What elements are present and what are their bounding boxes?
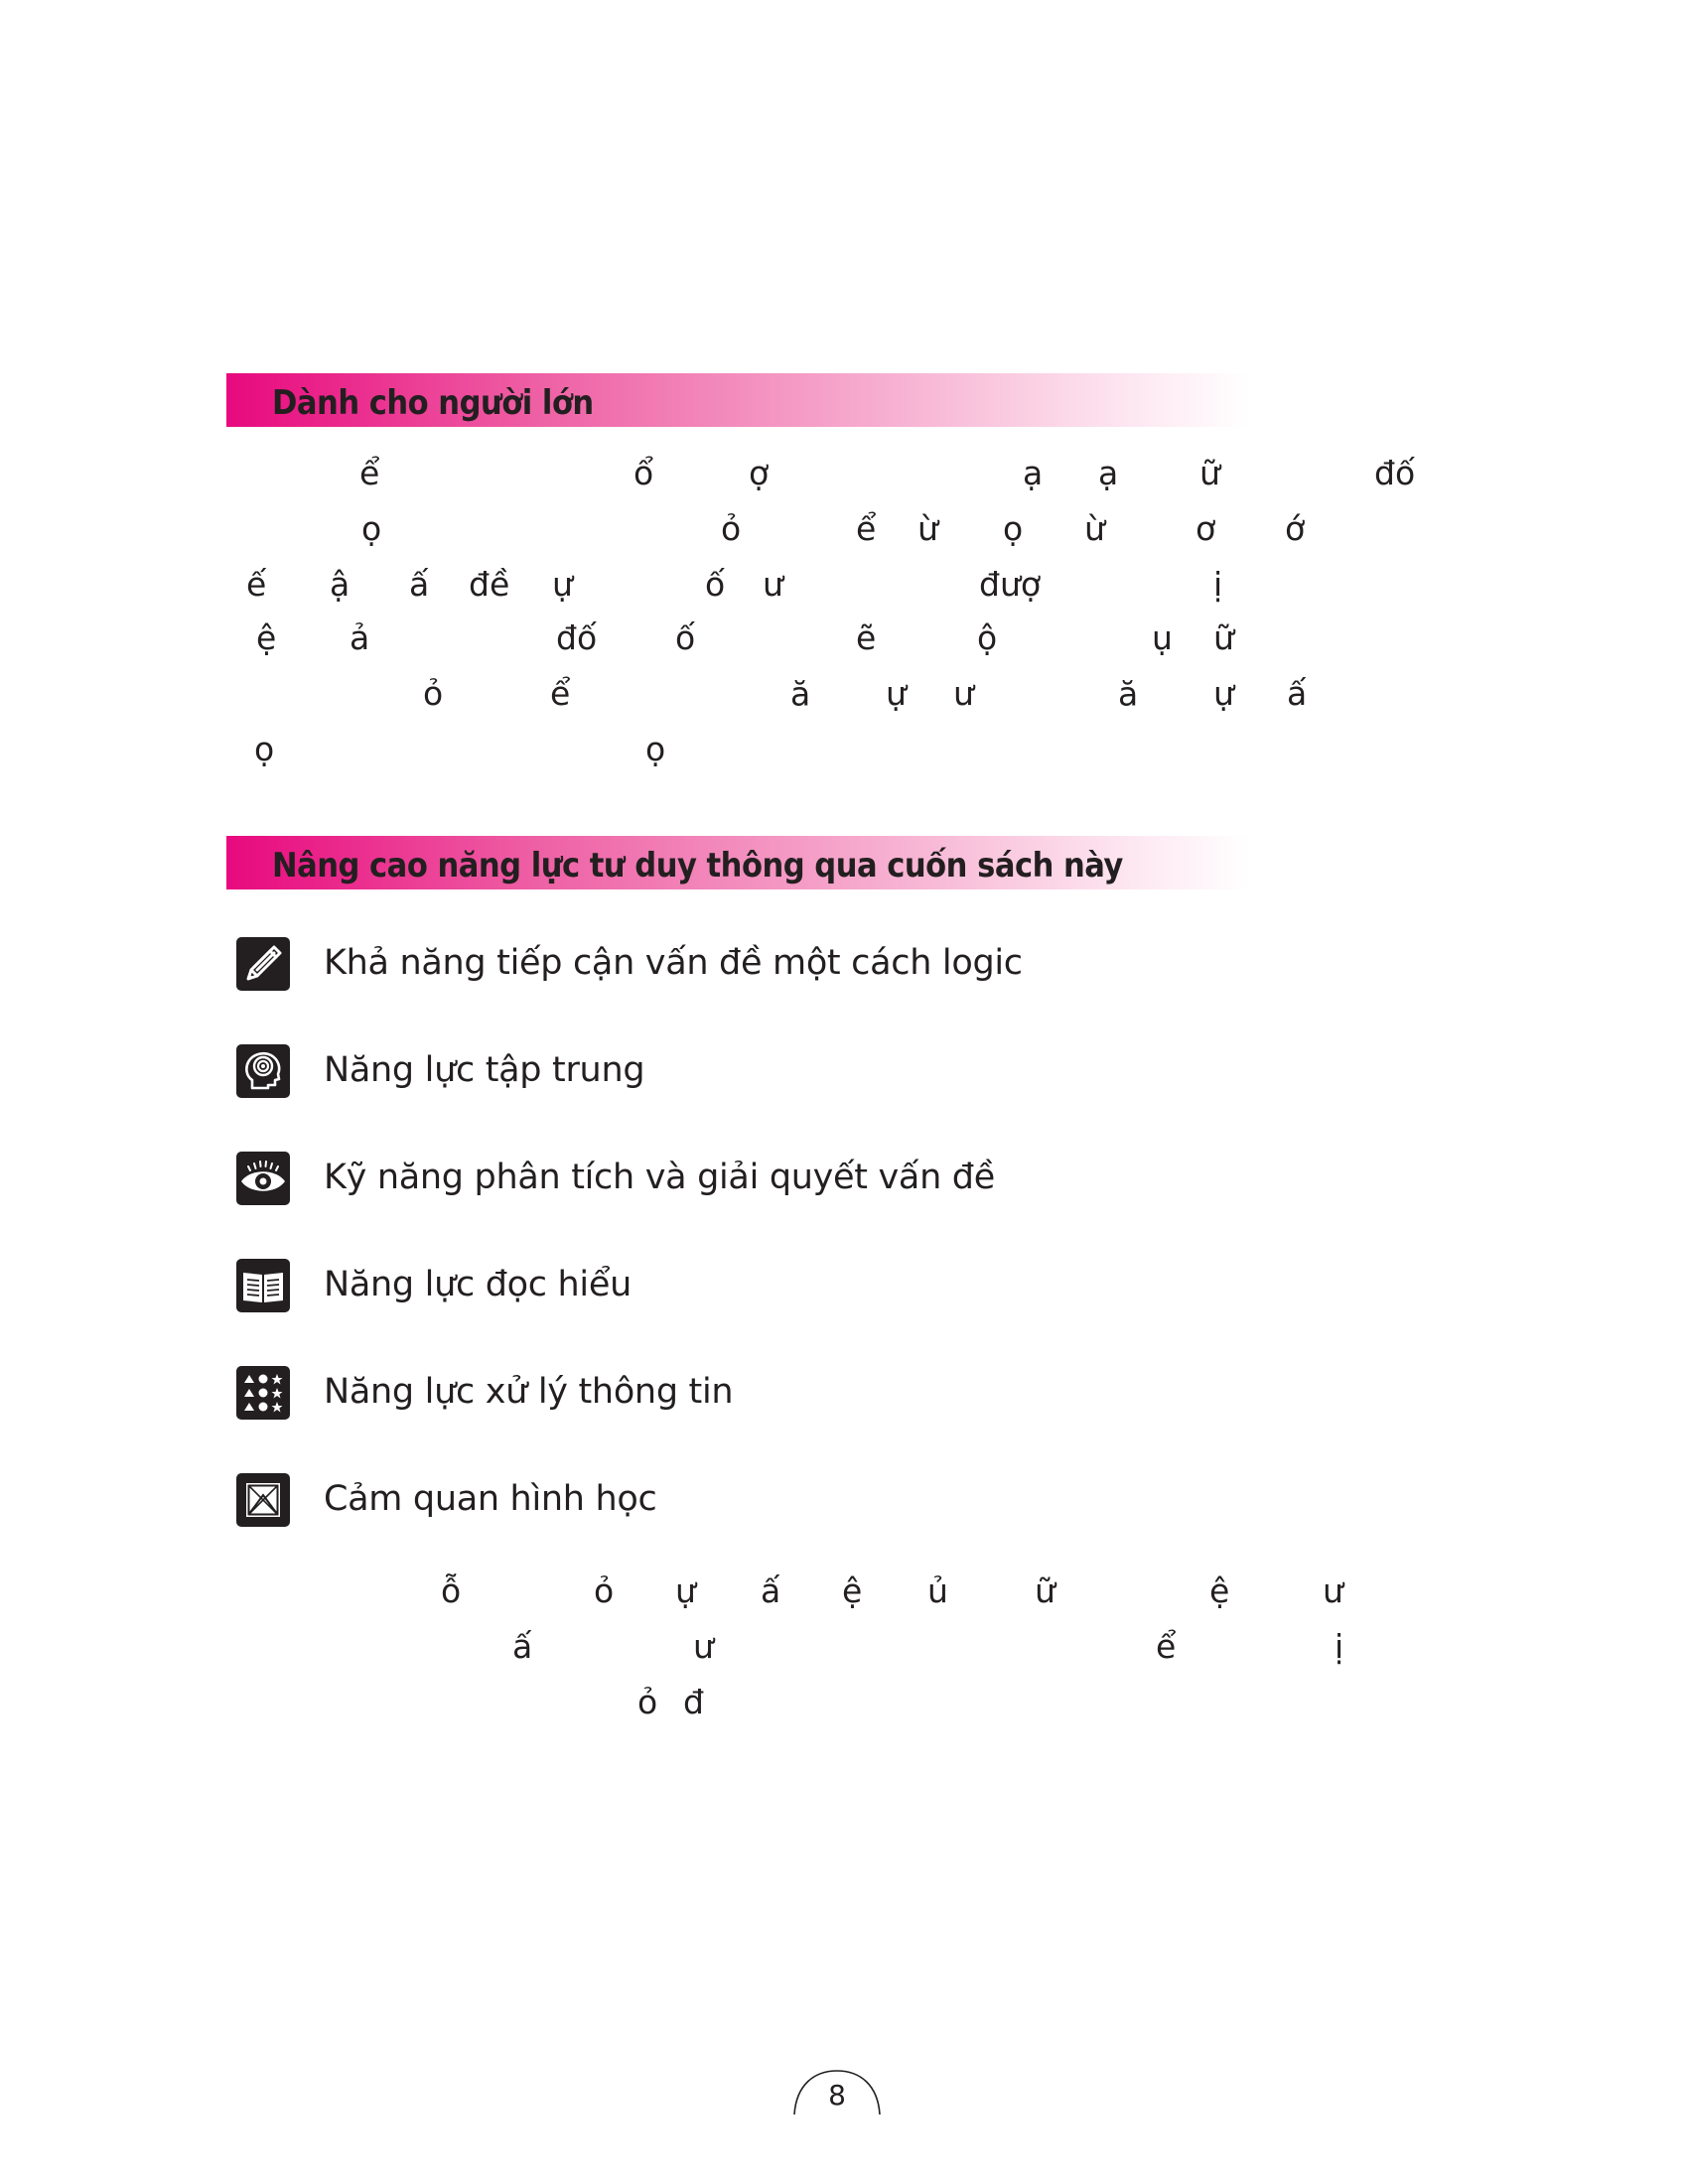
text-fragment: ọ	[645, 730, 666, 768]
text-fragment: ị	[1335, 1627, 1344, 1666]
skill-label: Khả năng tiếp cận vấn đề một cách logic	[324, 943, 1023, 983]
page-number: 8	[828, 2079, 846, 2112]
text-fragment: ớ	[1285, 509, 1306, 548]
text-fragment: ế	[246, 565, 267, 604]
text-fragment: ọ	[254, 730, 275, 768]
text-fragment: ụ	[1152, 618, 1173, 657]
text-fragment: ự	[552, 565, 573, 604]
text-fragment: ỏ	[423, 674, 444, 713]
text-fragment: đề	[469, 565, 510, 604]
text-fragment: đố	[556, 618, 598, 657]
text-fragment: ơ	[1196, 509, 1216, 548]
text-fragment: ả	[350, 618, 370, 657]
text-fragment: ư	[1323, 1571, 1343, 1610]
text-fragment: ệ	[256, 618, 277, 657]
text-fragment: ấ	[1287, 674, 1308, 713]
text-fragment: ẽ	[856, 618, 877, 657]
text-fragment: ấ	[761, 1571, 781, 1610]
text-fragment: đượ	[979, 565, 1042, 604]
text-fragment: ệ	[842, 1571, 863, 1610]
section-title: Dành cho người lớn	[272, 383, 594, 423]
text-fragment: ệ	[1209, 1571, 1230, 1610]
text-fragment: ể	[856, 509, 877, 548]
skill-label: Kỹ năng phân tích và giải quyết vấn đề	[324, 1158, 995, 1197]
text-fragment: ị	[1213, 565, 1223, 604]
text-fragment: ọ	[361, 509, 382, 548]
text-fragment: ự	[886, 674, 907, 713]
text-fragment: ư	[953, 674, 974, 713]
text-fragment: đố	[1374, 454, 1416, 492]
text-fragment: ữ	[1035, 1571, 1055, 1610]
text-fragment: ạ	[1098, 454, 1119, 492]
text-fragment: ộ	[977, 618, 998, 657]
skill-label: Cảm quan hình học	[324, 1479, 657, 1519]
text-fragment: ọ	[1003, 509, 1024, 548]
text-fragment: ự	[675, 1571, 696, 1610]
skill-label: Năng lực xử lý thông tin	[324, 1372, 734, 1412]
text-fragment: ấ	[512, 1627, 533, 1666]
skill-label: Năng lực đọc hiểu	[324, 1265, 632, 1304]
text-fragment: ố	[705, 565, 726, 604]
text-fragment: ỏ	[594, 1571, 615, 1610]
text-fragment: ủ	[927, 1571, 948, 1610]
text-fragment: ạ	[1023, 454, 1044, 492]
text-fragment: ổ	[633, 454, 654, 492]
text-fragment: ậ	[330, 565, 351, 604]
text-fragment: ă	[1118, 674, 1139, 713]
text-fragment: ă	[790, 674, 811, 713]
text-fragment: ừ	[1084, 509, 1105, 548]
page-number-tab	[792, 2067, 882, 2116]
text-fragment: ữ	[1213, 618, 1234, 657]
text-fragment: ư	[693, 1627, 714, 1666]
skill-label: Năng lực tập trung	[324, 1050, 645, 1090]
text-fragment: ể	[359, 454, 380, 492]
text-fragment: đ	[683, 1683, 704, 1721]
text-fragment: ừ	[917, 509, 938, 548]
text-fragment: ỗ	[441, 1571, 462, 1610]
text-fragment: ố	[675, 618, 696, 657]
text-fragment: ữ	[1199, 454, 1220, 492]
text-fragment: ấ	[409, 565, 430, 604]
text-fragment: ự	[1213, 674, 1234, 713]
text-fragment: ể	[1156, 1627, 1177, 1666]
text-fragment: ỏ	[721, 509, 742, 548]
text-fragment: ỏ	[637, 1683, 658, 1721]
text-fragment: ợ	[749, 454, 770, 492]
text-fragment: ư	[763, 565, 783, 604]
text-fragment: ể	[550, 674, 571, 713]
section-title: Nâng cao năng lực tư duy thông qua cuốn sách này	[272, 846, 1123, 886]
